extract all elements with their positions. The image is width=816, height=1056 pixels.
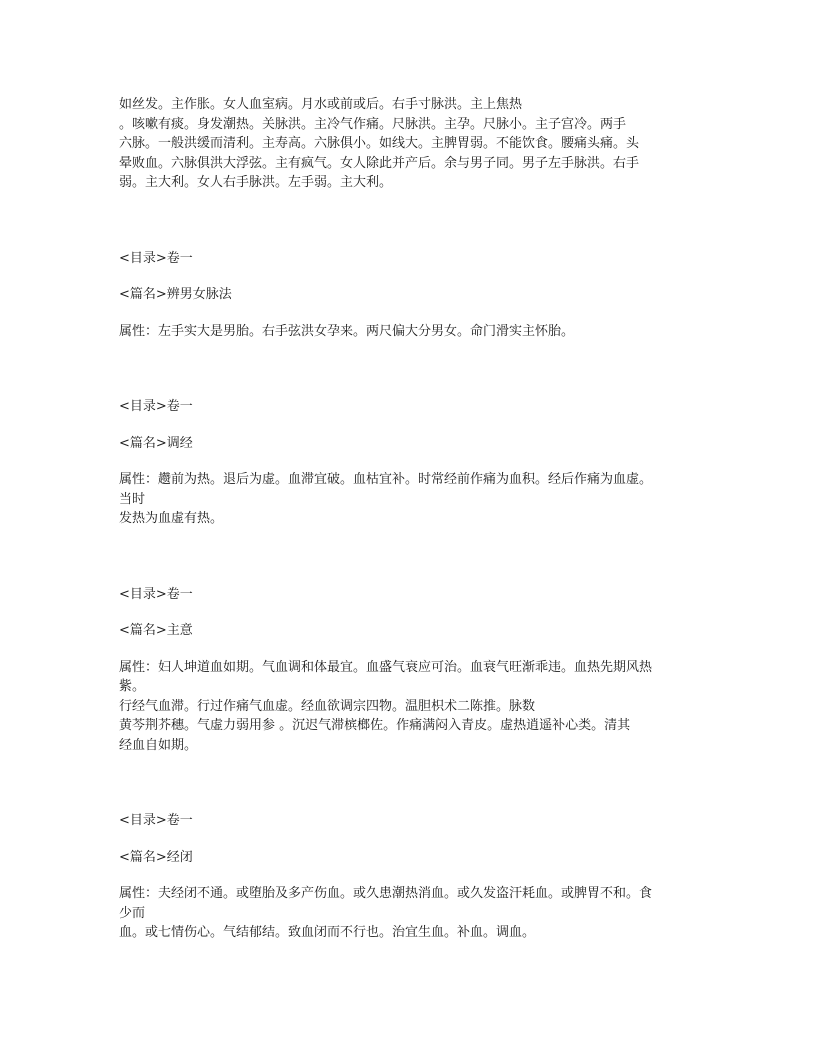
catalog-label: <目录>卷一 xyxy=(119,250,193,266)
attribute-line: 属性：趱前为热。退后为虚。血滞宜破。血枯宜补。时常经前作痛为血积。经后作痛为血虚。 xyxy=(119,472,653,487)
intro-line: 晕败血。六脉俱洪大浮弦。主有疯气。女人除此并产后。余与男子同。男子左手脉洪。右手 xyxy=(119,155,640,171)
intro-line: 如丝发。主作胀。女人血室病。月水或前或后。右手寸脉洪。主上焦热 xyxy=(119,97,523,112)
attribute-paragraph xyxy=(119,884,709,943)
attribute-paragraph xyxy=(119,658,709,756)
attribute-line: 紫。 xyxy=(119,679,146,694)
attribute-paragraph xyxy=(119,322,709,342)
intro-paragraph xyxy=(119,95,709,193)
catalog-label: <目录>卷一 xyxy=(119,586,193,602)
intro-line: 。咳嗽有痰。身发潮热。关脉洪。主冷气作痛。尺脉洪。主孕。尺脉小。主子宫冷。两手 xyxy=(119,116,627,132)
section-tiao-jing xyxy=(119,397,709,529)
attribute-line: 黄芩荆芥穗。气虚力弱用参 。沉迟气滞槟榔佐。作痛满闷入青皮。虚热逍遥补心类。清其 xyxy=(119,718,631,733)
section-title: <篇名>辨男女脉法 xyxy=(119,287,232,302)
attribute-paragraph xyxy=(119,470,709,529)
catalog-label: <目录>卷一 xyxy=(119,813,193,828)
section-zhu-yi xyxy=(119,585,709,756)
document-page xyxy=(119,95,709,943)
attribute-line: 当时 xyxy=(119,491,146,507)
attribute-line: 经血自如期。 xyxy=(119,737,198,753)
attribute-line: 属性：妇人坤道血如期。气血调和体最宜。血盛气衰应可治。血衰气旺渐乖违。血热先期风热 xyxy=(119,659,653,675)
section-title: <篇名>调经 xyxy=(119,435,193,451)
attribute-line: 属性：左手实大是男胎。右手弦洪女孕来。两尺偏大分男女。命门滑实主怀胎。 xyxy=(119,323,575,339)
section-bian-nan-nv-mai-fa xyxy=(119,249,709,342)
section-jing-bi xyxy=(119,811,709,943)
intro-line: 弱。主大利。女人右手脉洪。左手弱。主大利。 xyxy=(119,175,393,190)
catalog-label: <目录>卷一 xyxy=(119,399,193,414)
attribute-line: 发热为血虚有热。 xyxy=(119,511,224,526)
attribute-line: 属性：夫经闭不通。或堕胎及多产伤血。或久患潮热消血。或久发盗汗耗血。或脾胃不和。食 xyxy=(119,886,653,901)
intro-line: 六脉。一般洪缓而清利。主寿高。六脉俱小。如线大。主脾胃弱。不能饮食。腰痛头痛。头 xyxy=(119,136,640,151)
attribute-line: 血。或七情伤心。气结郁结。致血闭而不行也。治宜生血。补血。调血。 xyxy=(119,925,536,940)
attribute-line: 少而 xyxy=(119,905,146,921)
section-title: <篇名>主意 xyxy=(119,623,193,638)
section-title: <篇名>经闭 xyxy=(119,849,193,865)
attribute-line: 行经气血滞。行过作痛气血虚。经血欲调宗四物。温胆枳术二陈推。脉数 xyxy=(119,698,536,714)
